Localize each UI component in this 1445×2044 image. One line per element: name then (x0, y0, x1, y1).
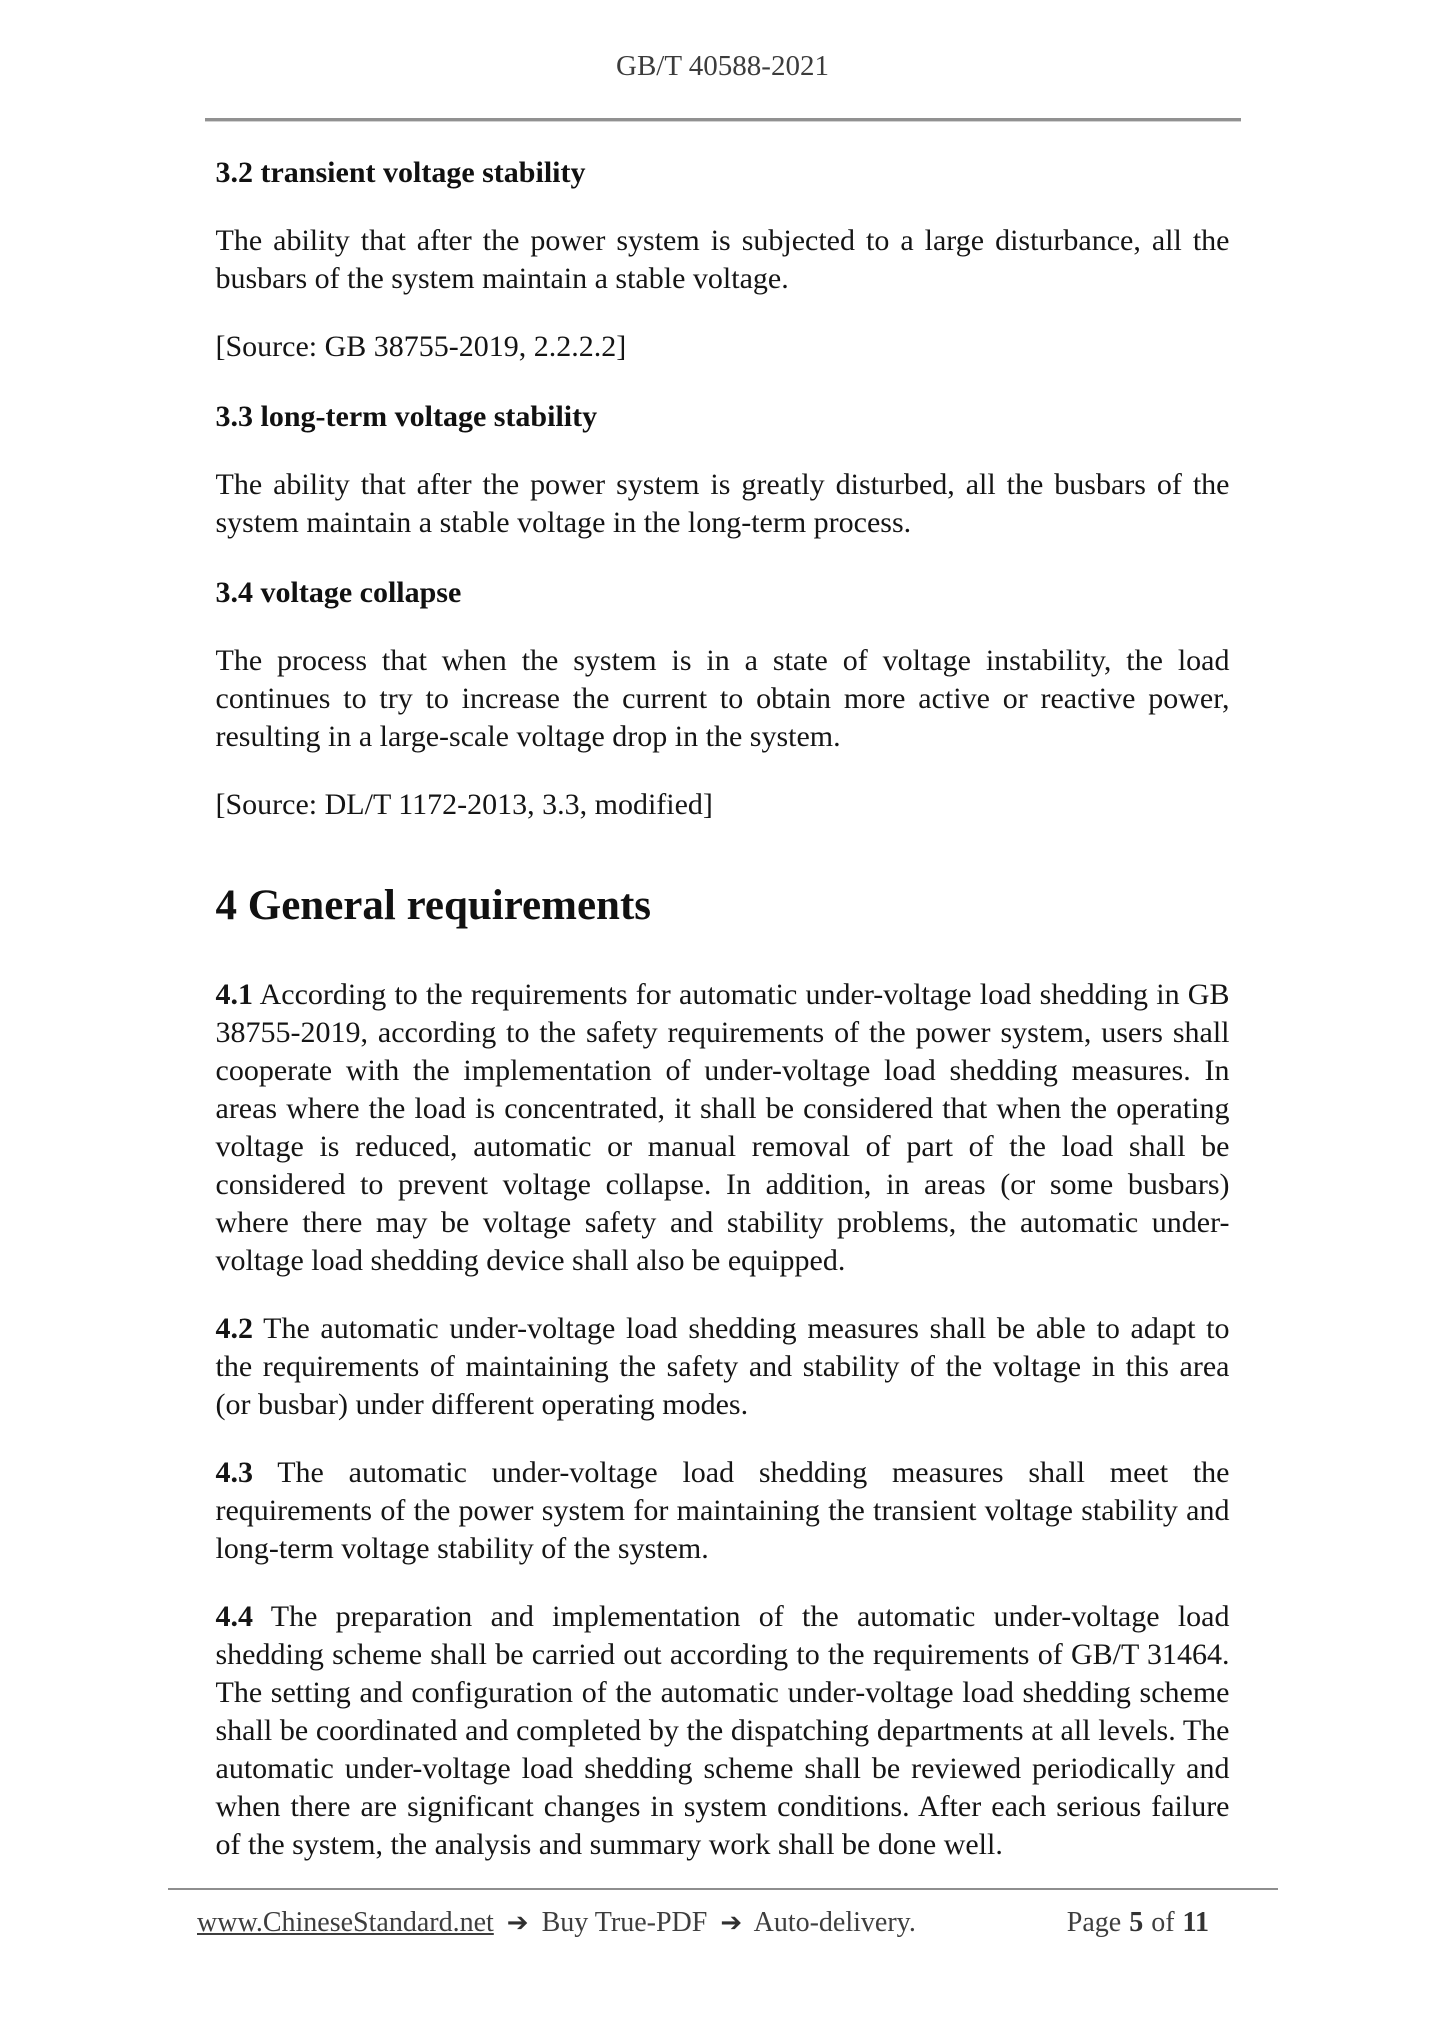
clause-text-4-1: According to the requirements for automatic under-voltage load shedding in GB 38755-2019, according to the safety requirements of the power system, users shall cooperate with the implementation of under-voltage load shedding measures. In areas where the load is concentrated, it shall be considered that when the operating voltage is reduced, automatic or manual removal of part of the load shall be considered to prevent voltage collapse. In addition, in areas (or some busbars) where there may be voltage safety and stability problems, the automatic under-voltage load shedding device shall also be equipped. (215, 978, 1230, 1277)
source-note-3-4: [Source: DL/T 1172-2013, 3.3, modified] (215, 788, 713, 821)
document-body (216, 154, 1230, 1864)
footer-delivery-text: Auto-delivery. (753, 1907, 916, 1938)
page-word: Page (1066, 1907, 1122, 1938)
clause-number-4-4: 4.4 (215, 1600, 253, 1633)
right-arrow-icon: ➔ (720, 1908, 743, 1938)
section-heading-3-4: 3.4 voltage collapse (215, 576, 462, 609)
header-rule (205, 118, 1241, 122)
page-number: 5 (1129, 1907, 1144, 1938)
footer-buy-text: Buy True-PDF (541, 1907, 708, 1938)
clause-4-4 (216, 1598, 1230, 1864)
clause-4-1 (216, 976, 1230, 1280)
clause-text-4-3: The automatic under-voltage load shedding measures shall meet the requirements of the power system for maintaining the transient voltage stability and long-term voltage stability of the system. (215, 1456, 1230, 1565)
clause-number-4-1: 4.1 (215, 978, 253, 1011)
section-heading-4: 4 General requirements (215, 882, 652, 929)
footer-row (197, 1906, 1217, 1940)
page-header (0, 0, 1445, 82)
clause-text-4-2: The automatic under-voltage load shedding measures shall be able to adapt to the requirements of maintaining the safety and stability of the voltage in this area (or busbar) under different operating modes. (215, 1312, 1230, 1421)
doc-number: GB/T 40588-2021 (616, 50, 829, 82)
paragraph-3-4: The process that when the system is in a state of voltage instability, the load continues to try to increase the current to obtain more active or reactive power, resulting in a large-scale voltage drop in the system. (215, 644, 1230, 753)
clause-4-3 (216, 1454, 1230, 1568)
footer-rule (168, 1888, 1278, 1890)
footer-left (197, 1906, 916, 1940)
right-arrow-icon: ➔ (506, 1908, 529, 1938)
page-indicator (1067, 1906, 1217, 1940)
page-footer (0, 1888, 1445, 1940)
paragraph-3-2: The ability that after the power system is subjected to a large disturbance, all the busbars of the system maintain a stable voltage. (215, 224, 1230, 295)
clause-text-4-4: The preparation and implementation of the automatic under-voltage load shedding scheme shall be carried out according to the requirements of GB/T 31464. The setting and configuration of the automatic under-voltage load shedding scheme shall be coordinated and completed by the dispatching departments at all levels. The automatic under-voltage load shedding scheme shall be reviewed periodically and when there are significant changes in system conditions. After each serious failure of the system, the analysis and summary work shall be done well. (215, 1600, 1230, 1861)
total-pages: 11 (1182, 1907, 1209, 1938)
source-note-3-2: [Source: GB 38755-2019, 2.2.2.2] (215, 330, 627, 363)
clause-number-4-2: 4.2 (215, 1312, 253, 1345)
section-heading-3-3: 3.3 long-term voltage stability (215, 400, 598, 433)
section-heading-3-2: 3.2 transient voltage stability (215, 156, 586, 189)
clause-4-2 (216, 1310, 1230, 1424)
clause-number-4-3: 4.3 (215, 1456, 253, 1489)
paragraph-3-3: The ability that after the power system is greatly disturbed, all the busbars of the system maintain a stable voltage in the long-term process. (215, 468, 1230, 539)
of-word: of (1151, 1907, 1175, 1938)
footer-site-link[interactable]: www.ChineseStandard.net (197, 1907, 494, 1938)
